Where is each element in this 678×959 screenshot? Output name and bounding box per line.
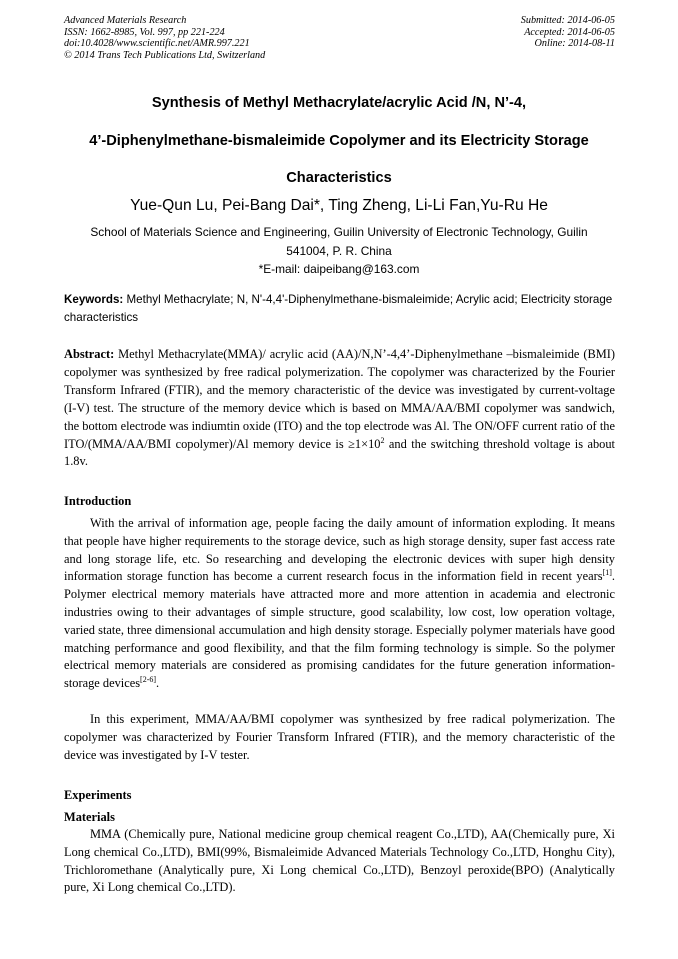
affiliation [40, 223, 638, 279]
doi-line: doi:10.4028/www.scientific.net/AMR.997.221 [64, 38, 250, 50]
journal-header-right [521, 15, 615, 50]
title-line: Characteristics [286, 170, 392, 186]
keywords-label: Keywords: [64, 293, 124, 306]
issn-line: ISSN: 1662-8985, Vol. 997, pp 221-224 [64, 26, 225, 38]
keywords-text: Methyl Methacrylate; N, N'-4,4'-Diphenylmethane-bismaleimide; Acrylic acid; Electricity storage characteristics [64, 293, 613, 324]
citation-ref: [1] [602, 568, 612, 578]
experiments-heading: Experiments [64, 788, 132, 802]
abstract-tail: and the switching threshold voltage is about 1.8v. [64, 436, 615, 469]
introduction-paragraph-1 [64, 515, 615, 693]
intro-text-part: . Polymer electrical memory materials have attracted more and more attention in academia and electronic industries owing to their advantages of simple structure, good scalability, low cost, low operation voltage, varied state, three dimensional accumulation and high density storage. Especially polymer materials have good matching performance and good flexibility, and that the film forming technology is simple. So the polymer electrical memory materials are considered as promising candidates for the future generation information-storage devices [64, 569, 615, 691]
accepted-date: Accepted: 2014-06-05 [524, 26, 615, 38]
title-line: 4’-Diphenylmethane-bismaleimide Copolymer and its Electricity Storage [89, 132, 589, 149]
citation-ref: [2-6] [140, 675, 157, 685]
intro-text-part: . [156, 676, 160, 691]
online-date: Online: 2014-08-11 [534, 38, 615, 50]
affiliation-line: 541004, P. R. China [286, 243, 392, 258]
introduction-paragraph-2: In this experiment, MMA/AA/BMI copolymer was synthesized by free radical polymerization. The copolymer was characterized by Fourier Transform Infrared (FTIR), and the memory characteristic of the device was investigated by I-V tester. [64, 712, 615, 762]
journal-header-left [64, 15, 265, 61]
abstract-block [64, 346, 615, 471]
copyright-line: © 2014 Trans Tech Publications Ltd, Switzerland [64, 49, 266, 61]
abstract-text: Methyl Methacrylate(MMA)/ acrylic acid (AA)/N,N’-4,4’-Diphenylmethane –bismaleimide (BMI) copolymer was synthesized by free radical polymerization. The copolymer was characterized by the Fourier Transform Infrared (FTIR), and the memory characteristic of the device was investigated by current-voltage (I-V) test. The structure of the memory device which is based on MMA/AA/BMI copolymer was sandwich, the bottom electrode was indiumtin oxide (ITO) and the top electrode was Al. The ON/OFF current ratio of the ITO/(MMA/AA/BMI copolymer)/Al memory device is ≥1×10 [64, 347, 615, 451]
abstract-exponent: 2 [380, 435, 385, 445]
materials-paragraph: MMA (Chemically pure, National medicine group chemical reagent Co.,LTD), AA(Chemically pure, Xi Long chemical Co.,LTD), BMI(99%, Bismaleimide Advanced Materials Technology Co.,LTD, Honghu City), Trichloromethane (Analytically pure, Xi Long chemical Co.,LTD), Benzoyl peroxide(BPO) (Analytically pure, Xi Long chemical Co.,LTD). [64, 827, 615, 895]
introduction-heading: Introduction [64, 494, 132, 508]
keywords-block [64, 291, 616, 327]
contact-email: *E-mail: daipeibang@163.com [258, 262, 420, 276]
materials-heading: Materials [64, 810, 115, 824]
journal-name: Advanced Materials Research [64, 15, 187, 26]
affiliation-line: School of Materials Science and Engineering, Guilin University of Electronic Technology, Guilin [90, 225, 588, 239]
paper-title [40, 88, 638, 201]
abstract-label: Abstract: [64, 347, 115, 361]
submitted-date: Submitted: 2014-06-05 [520, 15, 615, 26]
intro-text-part: With the arrival of information age, people facing the daily amount of information exploding. It means that people have higher requirements to the storage device, such as high storage density, super fast access rate and long storage life, etc. So researching and developing the electronic devices with super high density information storage function has become a current research focus in the information field in recent years [64, 516, 615, 584]
author-list: Yue-Qun Lu, Pei-Bang Dai*, Ting Zheng, Li-Li Fan,Yu-Ru He [130, 197, 548, 214]
title-line: Synthesis of Methyl Methacrylate/acrylic Acid /N, N’-4, [151, 95, 527, 111]
